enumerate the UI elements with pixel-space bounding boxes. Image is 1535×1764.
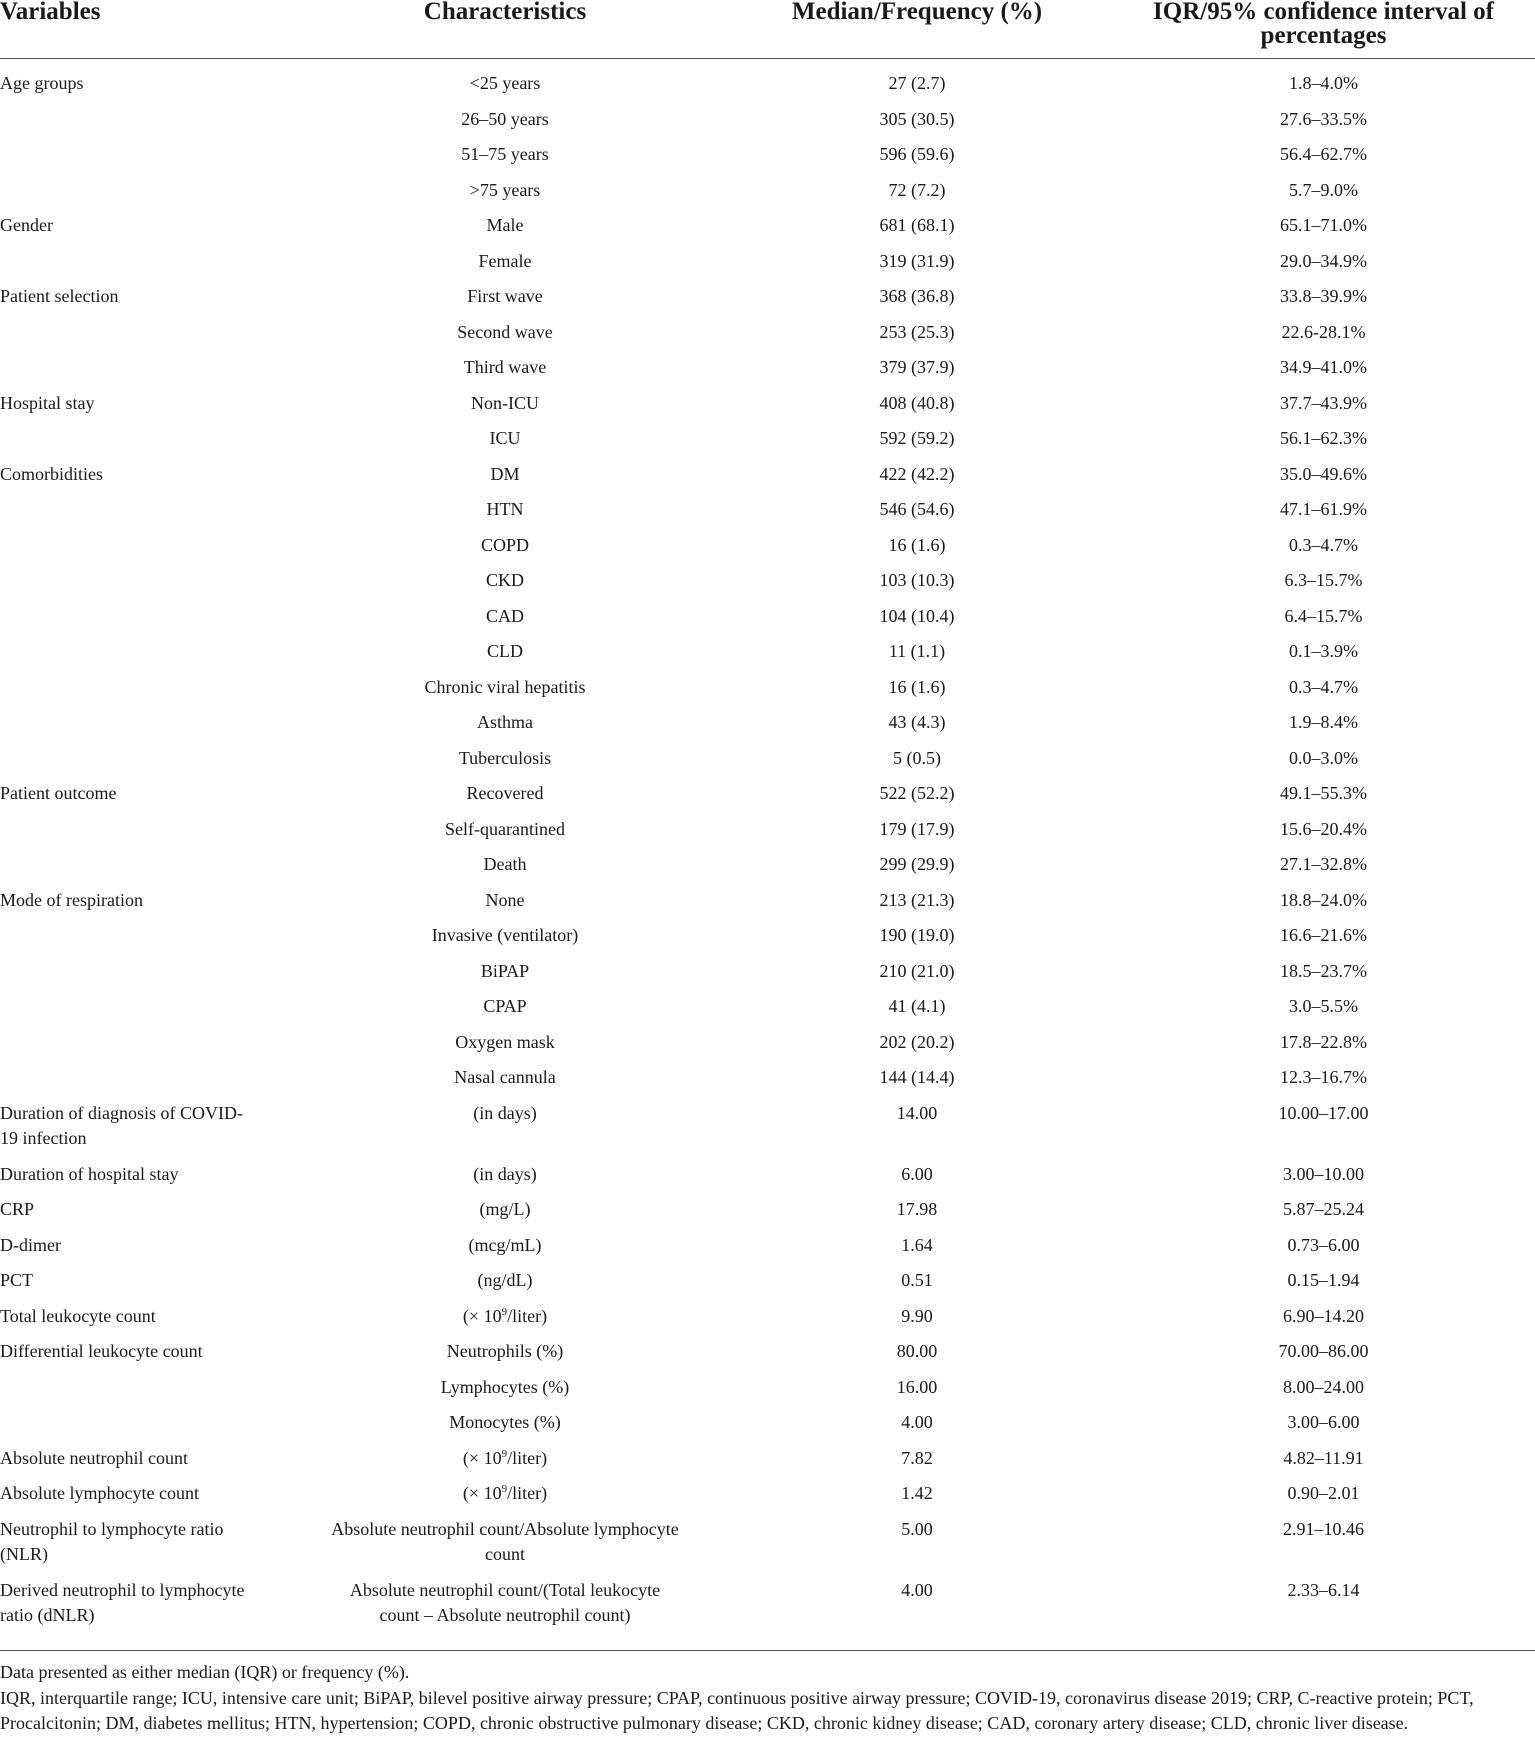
table-row — [0, 355, 1535, 391]
cell-variable: Duration of diagnosis of COVID-19 infection — [0, 1102, 243, 1148]
cell-variable: Age groups — [0, 73, 84, 93]
cell-variable: Total leukocyte count — [0, 1305, 156, 1326]
table-row — [0, 426, 1535, 462]
cell-characteristic — [288, 1481, 722, 1517]
cell-characteristic: Oxygen mask — [455, 1031, 555, 1052]
cell-variable — [0, 249, 288, 285]
cell-variable — [0, 1410, 288, 1446]
table-row — [0, 1030, 1535, 1066]
cell-median-frequency: 72 (7.2) — [888, 179, 946, 200]
cell-iqr-ci: 27.6–33.5% — [1280, 108, 1367, 129]
cell-iqr-ci: 1.9–8.4% — [1289, 712, 1358, 732]
header-median-frequency: Median/Frequency (%) — [722, 0, 1112, 59]
cell-variable — [0, 320, 288, 356]
cell-iqr-ci: 5.7–9.0% — [1289, 179, 1358, 200]
table-row — [0, 1304, 1535, 1340]
cell-characteristic: Chronic viral hepatitis — [424, 676, 586, 697]
characteristic-unit-exponent: 9 — [501, 1305, 508, 1318]
cell-median-frequency: 5 (0.5) — [893, 747, 941, 768]
cell-variable: Gender — [0, 215, 53, 235]
cell-median-frequency: 4.00 — [901, 1579, 933, 1600]
table-row — [0, 1375, 1535, 1411]
cell-characteristic: (in days) — [473, 1163, 537, 1184]
cell-median-frequency: 305 (30.5) — [879, 108, 955, 129]
cell-median-frequency: 681 (68.1) — [879, 215, 955, 235]
table-row — [0, 497, 1535, 533]
cell-characteristic: (ng/dL) — [477, 1270, 533, 1290]
cell-characteristic: BiPAP — [480, 960, 530, 981]
table-row — [0, 923, 1535, 959]
table-row — [0, 1578, 1535, 1645]
cell-iqr-ci: 2.91–10.46 — [1283, 1518, 1364, 1539]
cell-median-frequency: 1.64 — [901, 1234, 933, 1255]
table-row — [0, 1481, 1535, 1517]
cell-variable — [0, 1065, 288, 1101]
cell-characteristic: 26–50 years — [461, 108, 549, 129]
cell-iqr-ci: 47.1–61.9% — [1280, 499, 1367, 519]
cell-iqr-ci: 49.1–55.3% — [1280, 783, 1367, 803]
cell-characteristic: Monocytes (%) — [449, 1412, 561, 1432]
cell-median-frequency: 319 (31.9) — [879, 250, 955, 271]
cell-variable — [0, 1030, 288, 1066]
cell-median-frequency: 144 (14.4) — [879, 1067, 955, 1087]
table-row — [0, 107, 1535, 143]
cell-variable — [0, 817, 288, 853]
cell-characteristic: Self-quarantined — [445, 818, 565, 839]
cell-characteristic: <25 years — [469, 73, 541, 93]
cell-median-frequency: 422 (42.2) — [879, 463, 955, 484]
cell-median-frequency: 104 (10.4) — [879, 605, 955, 626]
characteristic-unit-suffix: /liter) — [507, 1305, 548, 1326]
cell-iqr-ci: 0.3–4.7% — [1289, 534, 1358, 555]
table-row — [0, 391, 1535, 427]
cell-iqr-ci: 27.1–32.8% — [1280, 854, 1367, 874]
cell-variable: Duration of hospital stay — [0, 1163, 179, 1184]
cell-iqr-ci: 5.87–25.24 — [1283, 1199, 1364, 1219]
cell-iqr-ci: 33.8–39.9% — [1280, 286, 1367, 306]
cell-iqr-ci: 35.0–49.6% — [1280, 463, 1367, 484]
cell-iqr-ci: 65.1–71.0% — [1280, 215, 1367, 235]
cell-iqr-ci: 34.9–41.0% — [1280, 357, 1367, 377]
cell-variable — [0, 1375, 288, 1411]
cell-characteristic: (mcg/mL) — [468, 1234, 542, 1255]
cell-variable: PCT — [0, 1270, 34, 1290]
table-row — [0, 710, 1535, 746]
characteristic-unit-prefix: (× 10 — [462, 1305, 502, 1326]
cell-median-frequency: 202 (20.2) — [879, 1031, 955, 1052]
cell-median-frequency: 522 (52.2) — [879, 783, 955, 803]
cell-median-frequency: 43 (4.3) — [888, 712, 946, 732]
cell-variable: Comorbidities — [0, 463, 103, 484]
cell-characteristic: CLD — [487, 641, 523, 661]
cell-median-frequency: 4.00 — [901, 1412, 933, 1432]
table-row — [0, 1197, 1535, 1233]
table-row — [0, 284, 1535, 320]
footnote-abbreviations: IQR, interquartile range; ICU, intensive care unit; BiPAP, bilevel positive airway pressure; CPAP, continuous positive airway pressure; COVID-19, coronavirus disease 2019; CRP, C-reactive protein; PCT, Procalcitonin; DM, diabetes mellitus; HTN, hypertension; COPD, chronic obstructive pulmonary disease; CKD, chronic kidney disease; CAD, coronary artery disease; CLD, chronic liver disease. — [0, 1687, 1474, 1733]
table-row — [0, 994, 1535, 1030]
cell-iqr-ci: 0.1–3.9% — [1289, 641, 1358, 661]
cell-median-frequency: 299 (29.9) — [879, 854, 955, 874]
footnote-divider — [0, 1650, 1535, 1651]
cell-characteristic: CAD — [485, 605, 524, 626]
cell-variable — [0, 852, 288, 888]
cell-iqr-ci: 15.6–20.4% — [1280, 818, 1367, 839]
cell-median-frequency: 11 (1.1) — [888, 641, 946, 661]
cell-characteristic: Lymphocytes (%) — [440, 1376, 570, 1397]
cell-variable: Patient selection — [0, 286, 119, 306]
cell-characteristic: Neutrophils (%) — [446, 1341, 564, 1361]
header-variables: Variables — [0, 0, 288, 59]
cell-variable — [0, 746, 288, 782]
table-row — [0, 320, 1535, 356]
characteristic-unit-exponent: 9 — [501, 1483, 508, 1495]
table-row — [0, 959, 1535, 995]
cell-variable: Differential leukocyte count — [0, 1341, 203, 1361]
cell-median-frequency: 6.00 — [901, 1163, 933, 1184]
cell-variable — [0, 959, 288, 995]
cell-median-frequency: 27 (2.7) — [888, 73, 946, 93]
cell-median-frequency: 210 (21.0) — [879, 960, 955, 981]
cell-variable — [0, 675, 288, 711]
cell-variable — [0, 533, 288, 569]
table-row — [0, 1446, 1535, 1482]
cell-characteristic: Tuberculosis — [458, 747, 552, 768]
cell-characteristic: Asthma — [477, 712, 533, 732]
cell-iqr-ci: 16.6–21.6% — [1280, 925, 1367, 945]
table-footnotes — [0, 1660, 1535, 1737]
cell-variable — [0, 604, 288, 640]
table-row — [0, 1517, 1535, 1578]
cell-variable — [0, 994, 288, 1030]
cell-characteristic: CPAP — [483, 996, 527, 1016]
cell-iqr-ci: 0.15–1.94 — [1287, 1270, 1360, 1290]
cell-iqr-ci: 1.8–4.0% — [1289, 73, 1358, 93]
cell-characteristic: >75 years — [469, 179, 541, 200]
cell-variable — [0, 426, 288, 462]
cell-variable — [0, 107, 288, 143]
cell-characteristic: Male — [486, 215, 524, 235]
cell-iqr-ci: 0.73–6.00 — [1287, 1234, 1360, 1255]
cell-iqr-ci: 70.00–86.00 — [1278, 1341, 1369, 1361]
cell-iqr-ci: 56.1–62.3% — [1280, 428, 1367, 448]
cell-median-frequency: 253 (25.3) — [879, 321, 955, 342]
cell-median-frequency: 80.00 — [896, 1341, 938, 1361]
table-row — [0, 639, 1535, 675]
cell-iqr-ci: 3.00–10.00 — [1283, 1163, 1364, 1184]
cell-iqr-ci: 8.00–24.00 — [1283, 1376, 1364, 1397]
cell-characteristic: Absolute neutrophil count/Absolute lymphocyte count — [331, 1518, 679, 1564]
cell-characteristic: Nasal cannula — [454, 1067, 556, 1087]
table-row — [0, 1339, 1535, 1375]
cell-variable: Derived neutrophil to lymphocyte ratio (dNLR) — [0, 1579, 245, 1625]
cell-characteristic: COPD — [480, 534, 529, 555]
table-row — [0, 746, 1535, 782]
cell-variable: Absolute neutrophil count — [0, 1447, 188, 1468]
cell-variable: Patient outcome — [0, 783, 117, 803]
cell-characteristic: (mg/L) — [479, 1199, 531, 1219]
table-row — [0, 1410, 1535, 1446]
table-row — [0, 249, 1535, 285]
table-row — [0, 604, 1535, 640]
cell-iqr-ci: 3.0–5.5% — [1289, 996, 1358, 1016]
cell-variable — [0, 568, 288, 604]
cell-median-frequency: 1.42 — [901, 1483, 933, 1503]
table-row — [0, 1065, 1535, 1101]
table-row — [0, 568, 1535, 604]
cell-median-frequency: 14.00 — [896, 1102, 938, 1123]
cell-iqr-ci: 4.82–11.91 — [1283, 1447, 1364, 1468]
cell-characteristic: Non-ICU — [471, 392, 539, 413]
cell-median-frequency: 368 (36.8) — [879, 286, 955, 306]
cell-median-frequency: 16 (1.6) — [888, 676, 946, 697]
cell-characteristic: None — [485, 889, 525, 910]
table-row — [0, 59, 1535, 107]
cell-median-frequency: 0.51 — [901, 1270, 933, 1290]
cell-characteristic: Recovered — [466, 783, 544, 803]
table-row — [0, 142, 1535, 178]
cell-median-frequency: 179 (17.9) — [879, 818, 955, 839]
cell-iqr-ci: 6.3–15.7% — [1284, 570, 1363, 590]
table-row — [0, 462, 1535, 498]
table-row — [0, 852, 1535, 888]
table-row — [0, 533, 1535, 569]
cell-median-frequency: 408 (40.8) — [879, 392, 955, 413]
table-header-row — [0, 0, 1535, 59]
cell-median-frequency: 16 (1.6) — [888, 534, 946, 555]
table-row — [0, 1233, 1535, 1269]
table-row — [0, 888, 1535, 924]
cell-characteristic: Second wave — [457, 321, 553, 342]
cell-variable — [0, 178, 288, 214]
cell-variable: Neutrophil to lymphocyte ratio (NLR) — [0, 1518, 224, 1564]
cell-iqr-ci: 2.33–6.14 — [1287, 1579, 1360, 1600]
cell-characteristic: 51–75 years — [461, 144, 549, 164]
cell-median-frequency: 546 (54.6) — [879, 499, 955, 519]
cell-iqr-ci: 0.90–2.01 — [1287, 1483, 1360, 1503]
cell-characteristic: First wave — [467, 286, 543, 306]
footnote-data-presentation: Data presented as either median (IQR) or frequency (%). — [0, 1662, 410, 1682]
table-row — [0, 1268, 1535, 1304]
cell-variable — [0, 355, 288, 391]
cell-characteristic: HTN — [486, 499, 524, 519]
cell-iqr-ci: 37.7–43.9% — [1280, 392, 1367, 413]
cell-variable — [0, 710, 288, 746]
cell-iqr-ci: 6.90–14.20 — [1283, 1305, 1364, 1326]
characteristic-unit-exponent: 9 — [501, 1447, 508, 1460]
cell-characteristic: Female — [478, 250, 532, 271]
cell-characteristic: Death — [483, 854, 527, 874]
cell-characteristic: (in days) — [473, 1102, 537, 1123]
cell-median-frequency: 16.00 — [896, 1376, 938, 1397]
cell-iqr-ci: 22.6-28.1% — [1281, 321, 1366, 342]
cell-variable: Hospital stay — [0, 392, 95, 413]
cell-median-frequency: 379 (37.9) — [879, 357, 955, 377]
cell-iqr-ci: 0.0–3.0% — [1289, 747, 1358, 768]
cell-variable: Mode of respiration — [0, 889, 143, 910]
cell-variable — [0, 639, 288, 675]
cell-characteristic: Invasive (ventilator) — [431, 925, 579, 945]
characteristic-unit-prefix: (× 10 — [462, 1447, 502, 1468]
cell-characteristic: Third wave — [463, 357, 547, 377]
cell-median-frequency: 596 (59.6) — [879, 144, 955, 164]
cell-iqr-ci: 29.0–34.9% — [1280, 250, 1367, 271]
cell-characteristic: Absolute neutrophil count/(Total leukocyte count – Absolute neutrophil count) — [349, 1579, 661, 1625]
cell-median-frequency: 5.00 — [901, 1518, 933, 1539]
cell-iqr-ci: 18.8–24.0% — [1280, 889, 1367, 910]
cell-iqr-ci: 3.00–6.00 — [1287, 1412, 1360, 1432]
cell-variable: D-dimer — [0, 1234, 61, 1255]
table-row — [0, 781, 1535, 817]
cell-variable: CRP — [0, 1199, 35, 1219]
cell-median-frequency: 7.82 — [901, 1447, 933, 1468]
cell-characteristic: ICU — [489, 428, 521, 448]
cell-characteristic: DM — [490, 463, 520, 484]
cell-median-frequency: 17.98 — [896, 1199, 938, 1219]
cell-characteristic — [288, 1304, 722, 1340]
cell-characteristic — [288, 1446, 722, 1482]
table-row — [0, 817, 1535, 853]
cell-iqr-ci: 17.8–22.8% — [1280, 1031, 1367, 1052]
table-row — [0, 675, 1535, 711]
characteristic-unit-suffix: /liter) — [507, 1447, 548, 1468]
cell-iqr-ci: 6.4–15.7% — [1284, 605, 1363, 626]
cell-median-frequency: 190 (19.0) — [879, 925, 955, 945]
cell-median-frequency: 103 (10.3) — [879, 570, 955, 590]
cell-median-frequency: 592 (59.2) — [879, 428, 955, 448]
cell-variable: Absolute lymphocyte count — [0, 1483, 199, 1503]
table-row — [0, 178, 1535, 214]
cell-characteristic: CKD — [485, 570, 524, 590]
characteristic-unit-prefix: (× 10 — [462, 1483, 502, 1503]
cell-variable — [0, 923, 288, 959]
cell-median-frequency: 41 (4.1) — [888, 996, 946, 1016]
characteristic-unit-suffix: /liter) — [507, 1483, 548, 1503]
header-iqr-ci: IQR/95% confidence interval of percentages — [1112, 0, 1535, 59]
cell-iqr-ci: 12.3–16.7% — [1280, 1067, 1367, 1087]
table-row — [0, 1162, 1535, 1198]
cell-iqr-ci: 18.5–23.7% — [1280, 960, 1367, 981]
table-row — [0, 1101, 1535, 1162]
cell-median-frequency: 9.90 — [901, 1305, 933, 1326]
table-body — [0, 59, 1535, 1645]
cell-variable — [0, 142, 288, 178]
cell-iqr-ci: 56.4–62.7% — [1280, 144, 1367, 164]
cell-variable — [0, 497, 288, 533]
header-characteristics: Characteristics — [288, 0, 722, 59]
cell-iqr-ci: 0.3–4.7% — [1289, 676, 1358, 697]
cell-iqr-ci: 10.00–17.00 — [1278, 1102, 1369, 1123]
table-row — [0, 213, 1535, 249]
cell-median-frequency: 213 (21.3) — [879, 889, 955, 910]
